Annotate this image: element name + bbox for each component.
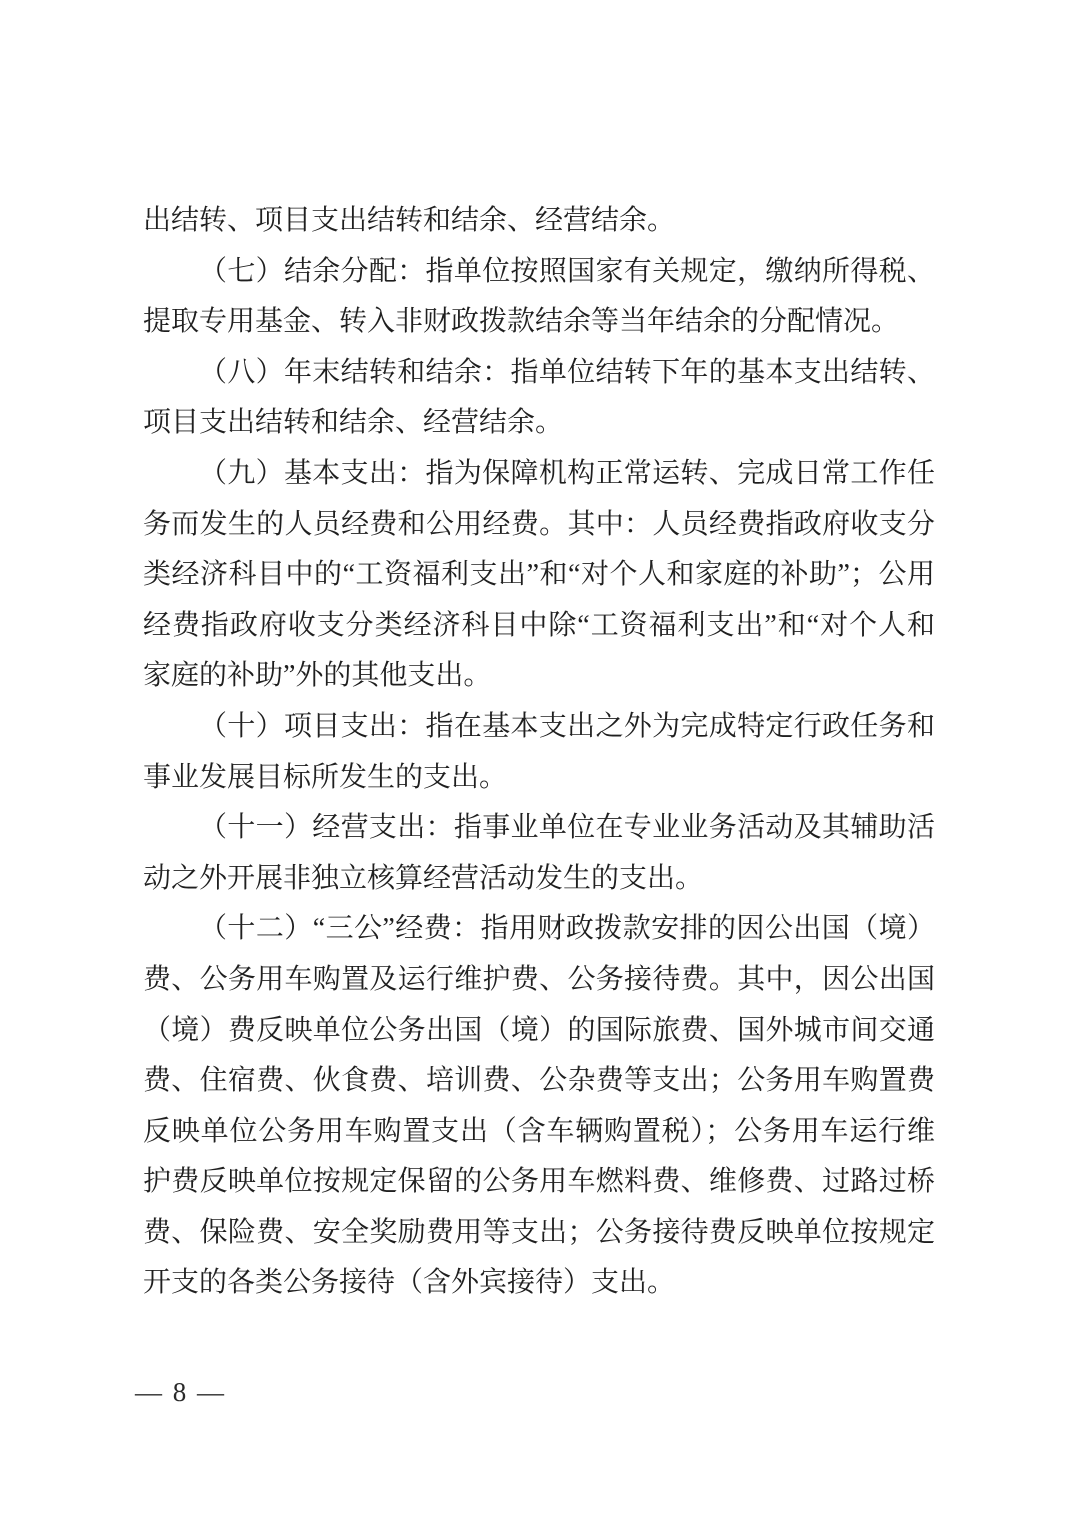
text-line: 务而发生的人员经费和公用经费。其中：人员经费指政府收支分 xyxy=(143,508,935,540)
text-line: （十）项目支出：指在基本支出之外为完成特定行政任务和 xyxy=(199,710,935,742)
text-line: 反映单位公务用车购置支出（含车辆购置税）；公务用车运行维 xyxy=(143,1115,935,1147)
text-line: 护费反映单位按规定保留的公务用车燃料费、维修费、过路过桥 xyxy=(143,1166,935,1198)
text-line: 家庭的补助”外的其他支出。 xyxy=(143,660,492,692)
text-line: （十二）“三公”经费：指用财政拨款安排的因公出国（境） xyxy=(199,913,935,945)
document-body-text xyxy=(143,196,935,1309)
text-line: 事业发展目标所发生的支出。 xyxy=(143,761,508,793)
text-line: 费、保险费、安全奖励费用等支出；公务接待费反映单位按规定 xyxy=(143,1216,935,1248)
text-line: 经费指政府收支分类经济科目中除“工资福利支出”和“对个人和 xyxy=(143,609,935,641)
text-line: 动之外开展非独立核算经营活动发生的支出。 xyxy=(143,862,704,894)
text-line: （七）结余分配：指单位按照国家有关规定，缴纳所得税、 xyxy=(199,255,935,287)
text-line: 费、住宿费、伙食费、培训费、公杂费等支出；公务用车购置费 xyxy=(143,1065,935,1097)
text-line: 提取专用基金、转入非财政拨款结余等当年结余的分配情况。 xyxy=(143,306,900,338)
text-line: 出结转、项目支出结转和结余、经营结余。 xyxy=(143,205,676,236)
text-line: （境）费反映单位公务出国（境）的国际旅费、国外城市间交通 xyxy=(143,1014,935,1046)
text-line: 类经济科目中的“工资福利支出”和“对个人和家庭的补助”；公用 xyxy=(143,559,935,591)
text-line: 项目支出结转和结余、经营结余。 xyxy=(143,407,564,439)
text-line: 开支的各类公务接待（含外宾接待）支出。 xyxy=(143,1267,676,1299)
page-number: — 8 — xyxy=(135,1377,226,1407)
text-line: 费、公务用车购置及运行维护费、公务接待费。其中，因公出国 xyxy=(143,963,935,995)
text-line: （九）基本支出：指为保障机构正常运转、完成日常工作任 xyxy=(199,457,935,489)
text-line: （八）年末结转和结余：指单位结转下年的基本支出结转、 xyxy=(199,356,935,388)
text-line: （十一）经营支出：指事业单位在专业业务活动及其辅助活 xyxy=(199,812,935,844)
